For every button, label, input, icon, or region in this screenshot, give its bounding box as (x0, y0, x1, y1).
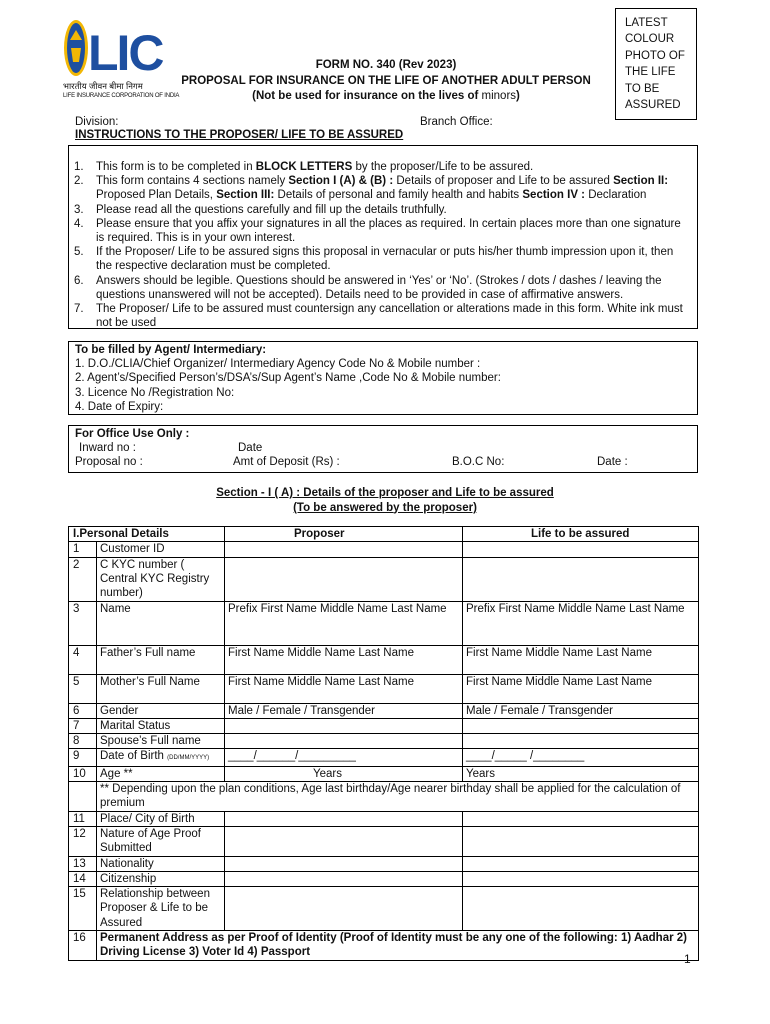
father-name-label: Father’s Full name (97, 645, 225, 674)
table-row (69, 718, 699, 733)
instruction-item (74, 174, 690, 202)
agent-name-field[interactable]: 2. Agent’s/Specified Person’s/DSA’s/Sup Agent’s Name ,Code No & Mobile number: (75, 372, 501, 385)
instruction-item (74, 217, 690, 245)
name-proposer-cell[interactable]: Prefix First Name Middle Name Last Name (225, 601, 463, 645)
form-number: FORM NO. 340 (Rev 2023) (315, 59, 457, 71)
instruction-text: Please read all the questions carefully and fill up the details truthfully. (96, 203, 447, 216)
table-row (69, 734, 699, 749)
instruction-item (74, 302, 690, 330)
father-name-life-cell[interactable]: First Name Middle Name Last Name (463, 645, 699, 674)
spouse-name-life-cell[interactable] (463, 734, 699, 749)
row-number: 10 (69, 766, 97, 781)
age-proposer-cell[interactable]: Years (225, 766, 463, 781)
personal-details-table (68, 526, 699, 961)
mother-name-label: Mother’s Full Name (97, 674, 225, 703)
photo-line: PHOTO OF (625, 49, 685, 62)
row-number: 14 (69, 871, 97, 886)
row-number: 4 (69, 645, 97, 674)
inward-no-field[interactable]: Inward no : (79, 442, 136, 455)
age-life-cell[interactable]: Years (463, 766, 699, 781)
photo-line: LATEST (625, 17, 668, 29)
instruction-number: 4. (74, 217, 84, 230)
age-proof-proposer-cell[interactable] (225, 826, 463, 856)
dob-life-cell[interactable]: ____/_____ /________ (463, 749, 699, 766)
dob-label: Date of Birth (DD/MM/YYYY) (97, 749, 225, 766)
customer-id-proposer-cell[interactable] (225, 542, 463, 557)
photo-line: ASSURED (625, 99, 681, 112)
table-row (69, 601, 699, 645)
instruction-text: Answers should be legible. Questions should be answered in ‘Yes’ or ‘No’. (Strokes / dots / dashes / leaving the questions unanswered will not be accepted). Details need to be provided in case of affirmative answers. (96, 274, 662, 301)
section-subtitle: (To be answered by the proposer) (293, 501, 477, 514)
spouse-name-label: Spouse’s Full name (97, 734, 225, 749)
dob-proposer-cell[interactable]: ____/______/_________ (225, 749, 463, 766)
table-row (69, 871, 699, 886)
row-number: 11 (69, 811, 97, 826)
instruction-text: The Proposer/ Life to be assured must countersign any cancellation or alterations made in this form. White ink must not be used (96, 303, 683, 330)
photo-line: COLOUR (625, 33, 675, 46)
instruction-text: This form contains 4 sections namely Section I (A) & (B) : Details of proposer and Life to be assured Section II: Proposed Plan Details, Section III: Details of personal and family health and habits Section IV : Declaration (96, 175, 669, 202)
ckyc-label: C KYC number ( Central KYC Registry number) (97, 557, 225, 601)
row-number: 1 (69, 542, 97, 557)
office-use-section (75, 427, 695, 469)
photo-line: THE LIFE (625, 66, 676, 79)
ckyc-life-cell[interactable] (463, 557, 699, 601)
marital-status-proposer-cell[interactable] (225, 718, 463, 733)
name-life-cell[interactable]: Prefix First Name Middle Name Last Name (463, 601, 699, 645)
relationship-proposer-cell[interactable] (225, 887, 463, 931)
table-row (69, 887, 699, 931)
instruction-item (74, 245, 690, 273)
photo-line: TO BE (625, 82, 660, 95)
age-proof-life-cell[interactable] (463, 826, 699, 856)
age-note: ** Depending upon the plan conditions, Age last birthday/Age nearer birthday shall be applied for the calculation of premium (97, 782, 699, 812)
proposer-column-heading: Proposer (225, 527, 463, 542)
place-of-birth-proposer-cell[interactable] (225, 811, 463, 826)
marital-status-life-cell[interactable] (463, 718, 699, 733)
citizenship-label: Citizenship (97, 871, 225, 886)
amt-deposit-field[interactable]: Amt of Deposit (Rs) : (233, 456, 340, 469)
row-number: 5 (69, 674, 97, 703)
instruction-text: This form is to be completed in BLOCK LETTERS by the proposer/Life to be assured. (96, 161, 534, 173)
agent-code-field[interactable]: 1. D.O./CLIA/Chief Organizer/ Intermediary Agency Code No & Mobile number : (75, 358, 481, 371)
permanent-address-label: Permanent Address as per Proof of Identity (Proof of Identity must be any one of the following: 1) Aadhar 2) Driving License 3) Voter Id 4) Passport (97, 931, 699, 961)
relationship-label: Relationship between Proposer & Life to be Assured (97, 887, 225, 931)
agent-section (75, 343, 501, 414)
citizenship-life-cell[interactable] (463, 871, 699, 886)
table-row (69, 826, 699, 856)
lic-emblem-icon (62, 18, 170, 80)
table-row (69, 931, 699, 961)
personal-details-heading: I.Personal Details (69, 527, 225, 542)
name-label: Name (97, 601, 225, 645)
table-row (69, 703, 699, 718)
row-number: 15 (69, 887, 97, 931)
table-row (69, 542, 699, 557)
note-blank-cell (69, 782, 97, 812)
table-header-row (69, 527, 699, 542)
instruction-number: 6. (74, 274, 84, 287)
section-title: Section - I ( A) : Details of the proposer and Life to be assured (216, 487, 554, 499)
table-row (69, 645, 699, 674)
form-subtitle: (Not be used for insurance on the lives of minors) (252, 90, 520, 102)
table-row (69, 856, 699, 871)
row-number: 8 (69, 734, 97, 749)
table-row (69, 811, 699, 826)
nationality-label: Nationality (97, 856, 225, 871)
date-label[interactable]: Date (238, 442, 263, 455)
nationality-proposer-cell[interactable] (225, 856, 463, 871)
row-number: 3 (69, 601, 97, 645)
nationality-life-cell[interactable] (463, 856, 699, 871)
gender-life-cell[interactable]: Male / Female / Transgender (463, 703, 699, 718)
marital-status-label: Marital Status (97, 718, 225, 733)
instruction-text: If the Proposer/ Life to be assured signs this proposal in vernacular or puts his/her thumb impression upon it, then the respective declaration must be completed. (96, 246, 674, 273)
life-assured-column-heading: Life to be assured (463, 527, 699, 542)
svg-text:LIC: LIC (88, 25, 163, 80)
boc-no-field[interactable]: B.O.C No: (452, 456, 505, 469)
instruction-text: Please ensure that you affix your signatures in all the places as required. In certain places more than one signature is required. This is in your own interest. (96, 217, 681, 245)
proposal-no-field[interactable]: Proposal no : (75, 456, 143, 469)
row-number: 16 (69, 931, 97, 961)
instruction-item (74, 274, 690, 302)
customer-id-label: Customer ID (97, 542, 225, 557)
gender-label: Gender (97, 703, 225, 718)
logo-hindi-text: भारतीय जीवन बीमा निगम (63, 81, 143, 91)
ckyc-proposer-cell[interactable] (225, 557, 463, 601)
mother-name-life-cell[interactable]: First Name Middle Name Last Name (463, 674, 699, 703)
age-proof-label: Nature of Age Proof Submitted (97, 826, 225, 856)
table-row (69, 782, 699, 812)
row-number: 12 (69, 826, 97, 856)
place-of-birth-life-cell[interactable] (463, 811, 699, 826)
spouse-name-proposer-cell[interactable] (225, 734, 463, 749)
instruction-item (74, 203, 690, 217)
row-number: 7 (69, 718, 97, 733)
section-title-block (0, 486, 770, 515)
photo-box[interactable] (615, 8, 697, 120)
office-use-heading: For Office Use Only : (75, 428, 190, 440)
row-number: 6 (69, 703, 97, 718)
licence-no-field[interactable]: 3. Licence No /Registration No: (75, 386, 235, 399)
row-number: 2 (69, 557, 97, 601)
date-of-expiry-field[interactable]: 4. Date of Expiry: (75, 400, 164, 413)
father-name-proposer-cell[interactable]: First Name Middle Name Last Name (225, 645, 463, 674)
instruction-item (74, 160, 690, 174)
form-title: PROPOSAL FOR INSURANCE ON THE LIFE OF ANOTHER ADULT PERSON (181, 74, 591, 87)
customer-id-life-cell[interactable] (463, 542, 699, 557)
branch-office-field[interactable]: Branch Office: (420, 116, 493, 128)
row-number: 13 (69, 856, 97, 871)
gender-proposer-cell[interactable]: Male / Female / Transgender (225, 703, 463, 718)
form-title-block (172, 58, 600, 105)
table-row (69, 557, 699, 601)
agent-heading: To be filled by Agent/ Intermediary: (75, 344, 267, 356)
instruction-number: 1. (74, 161, 84, 173)
mother-name-proposer-cell[interactable]: First Name Middle Name Last Name (225, 674, 463, 703)
place-of-birth-label: Place/ City of Birth (97, 811, 225, 826)
row-number: 9 (69, 749, 97, 766)
instructions-list (74, 160, 690, 330)
instruction-number: 3. (74, 203, 84, 216)
instructions-heading: INSTRUCTIONS TO THE PROPOSER/ LIFE TO BE ASSURED (75, 129, 404, 141)
age-label: Age ** (97, 766, 225, 781)
division-field[interactable]: Division: (75, 116, 119, 128)
logo-english-text: LIFE INSURANCE CORPORATION OF INDIA (63, 93, 180, 99)
page-number: 1 (684, 952, 691, 966)
relationship-life-cell[interactable] (463, 887, 699, 931)
table-row (69, 674, 699, 703)
instruction-number: 7. (74, 303, 84, 316)
citizenship-proposer-cell[interactable] (225, 871, 463, 886)
instruction-number: 2. (74, 175, 84, 188)
date2-field[interactable]: Date : (597, 456, 628, 469)
table-row (69, 749, 699, 766)
instruction-number: 5. (74, 246, 84, 259)
table-row (69, 766, 699, 781)
